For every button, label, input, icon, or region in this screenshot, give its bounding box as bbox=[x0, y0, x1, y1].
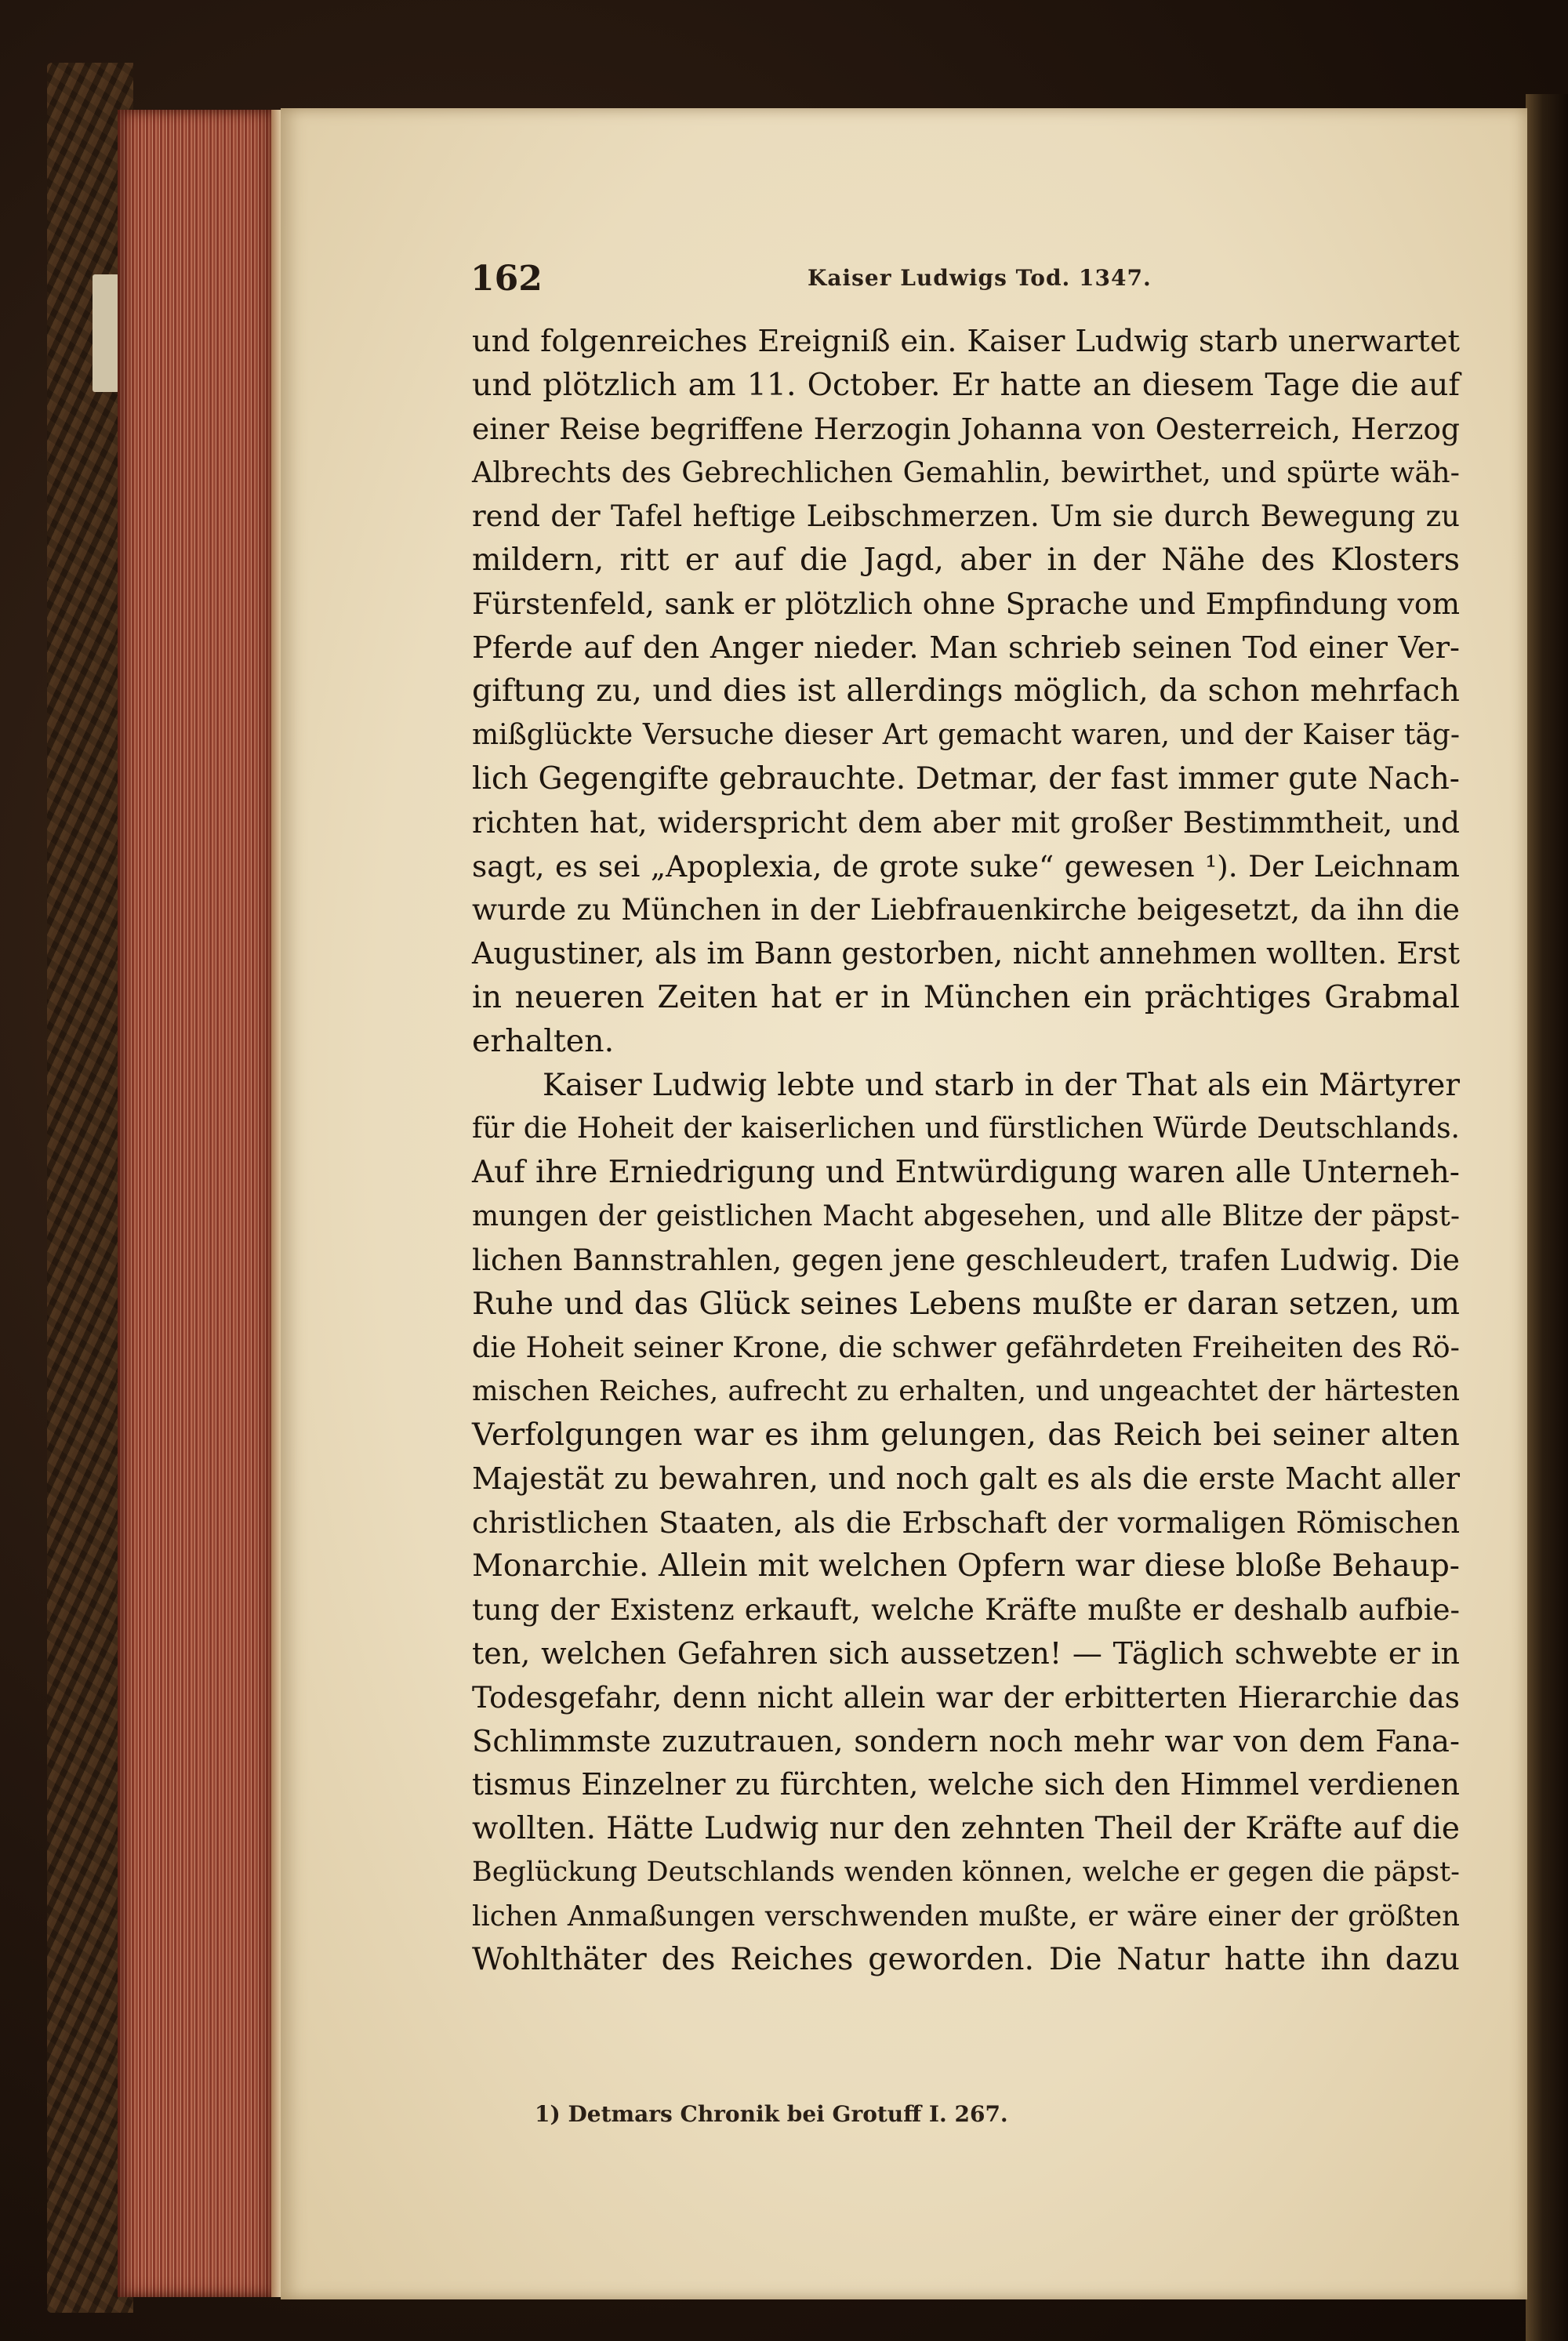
book-gutter bbox=[1526, 94, 1568, 2341]
text-line: tismus Einzelner zu fürchten, welche sich den Himmel verdienen bbox=[472, 1767, 1460, 1802]
text-line: Augustiner, als im Bann gestorben, nicht annehmen wollten. Erst bbox=[472, 936, 1460, 971]
text-line: ten, welchen Gefahren sich aussetzen! — Täglich schwebte er in bbox=[472, 1635, 1460, 1671]
text-line: und folgenreiches Ereigniß ein. Kaiser Ludwig starb unerwartet bbox=[472, 324, 1460, 359]
text-line: richten hat, widerspricht dem aber mit großer Bestimmtheit, und bbox=[472, 804, 1460, 840]
text-line: lichen Anmaßungen verschwenden mußte, er wäre einer der größten bbox=[472, 1900, 1460, 1933]
text-line: sagt, es sei „Apoplexia, de grote suke“ gewesen ¹). Der Leichnam bbox=[472, 848, 1460, 884]
text-line: Pferde auf den Anger nieder. Man schrieb seinen Tod einer Ver- bbox=[472, 630, 1460, 666]
text-line: mildern, ritt er auf die Jagd, aber in der Nähe des Klosters bbox=[472, 541, 1460, 578]
text-line: Kaiser Ludwig lebte und starb in der That als ein Märtyrer bbox=[543, 1067, 1460, 1103]
text-line: mischen Reiches, aufrecht zu erhalten, und ungeachtet der härtesten bbox=[472, 1375, 1460, 1408]
page-edges bbox=[118, 110, 282, 2297]
text-line: Wohlthäter des Reiches geworden. Die Natur hatte ihn dazu bbox=[472, 1941, 1460, 1978]
text-line: tung der Existenz erkauft, welche Kräfte mußte er deshalb aufbie- bbox=[472, 1593, 1460, 1628]
text-line: Ruhe und das Glück seines Lebens mußte er daran setzen, um bbox=[472, 1285, 1460, 1322]
text-line: Albrechts des Gebrechlichen Gemahlin, bewirthet, und spürte wäh- bbox=[472, 455, 1460, 490]
text-line: Beglückung Deutschlands wenden können, welche er gegen die päpst- bbox=[472, 1856, 1460, 1888]
text-line: und plötzlich am 11. October. Er hatte an diesem Tage die auf bbox=[472, 366, 1460, 403]
text-line: Schlimmste zuzutrauen, sondern noch mehr war von dem Fana- bbox=[472, 1723, 1460, 1759]
body-text bbox=[472, 320, 1460, 1982]
running-title: Kaiser Ludwigs Tod. 1347. bbox=[808, 265, 1152, 291]
text-line: giftung zu, und dies ist allerdings möglich, da schon mehrfach bbox=[472, 673, 1460, 710]
text-line: einer Reise begriffene Herzogin Johanna von Oesterreich, Herzog bbox=[472, 411, 1460, 446]
text-line: mißglückte Versuche dieser Art gemacht waren, und der Kaiser täg- bbox=[472, 719, 1460, 752]
text-line: Auf ihre Erniedrigung und Entwürdigung waren alle Unterneh- bbox=[472, 1155, 1460, 1191]
text-line: Monarchie. Allein mit welchen Opfern war diese bloße Behaup- bbox=[472, 1548, 1460, 1584]
text-line: christlichen Staaten, als die Erbschaft der vormaligen Römischen bbox=[472, 1504, 1460, 1540]
footnote: 1) Detmars Chronik bei Grotuff I. 267. bbox=[535, 2101, 1008, 2127]
text-line: Verfolgungen war es ihm gelungen, das Reich bei seiner alten bbox=[472, 1416, 1460, 1453]
text-line: Majestät zu bewahren, und noch galt es als die erste Macht aller bbox=[472, 1461, 1460, 1496]
text-line: Fürstenfeld, sank er plötzlich ohne Sprache und Empfindung vom bbox=[472, 586, 1460, 621]
text-line: erhalten. bbox=[472, 1022, 615, 1059]
running-header bbox=[470, 259, 1450, 306]
text-line: wollten. Hätte Ludwig nur den zehnten Theil der Kräfte auf die bbox=[472, 1811, 1460, 1847]
text-line: die Hoheit seiner Krone, die schwer gefährdeten Freiheiten des Rö- bbox=[472, 1330, 1460, 1365]
text-line: rend der Tafel heftige Leibschmerzen. Um sie durch Bewegung zu bbox=[472, 499, 1460, 534]
text-line: wurde zu München in der Liebfrauenkirche beigesetzt, da ihn die bbox=[472, 892, 1460, 927]
text-line: in neueren Zeiten hat er in München ein prächtiges Grabmal bbox=[472, 978, 1460, 1015]
text-line: lichen Bannstrahlen, gegen jene geschleudert, trafen Ludwig. Die bbox=[472, 1242, 1460, 1277]
page-number: 162 bbox=[470, 259, 543, 299]
text-line: lich Gegengifte gebrauchte. Detmar, der fast immer gute Nach- bbox=[472, 760, 1460, 797]
bookmark-tab bbox=[93, 274, 119, 392]
text-line: Todesgefahr, denn nicht allein war der erbitterten Hierarchie das bbox=[472, 1679, 1460, 1715]
text-line: mungen der geistlichen Macht abgesehen, und alle Blitze der päpst- bbox=[472, 1200, 1460, 1232]
text-line: für die Hoheit der kaiserlichen und fürstlichen Würde Deutschlands. bbox=[472, 1112, 1460, 1145]
